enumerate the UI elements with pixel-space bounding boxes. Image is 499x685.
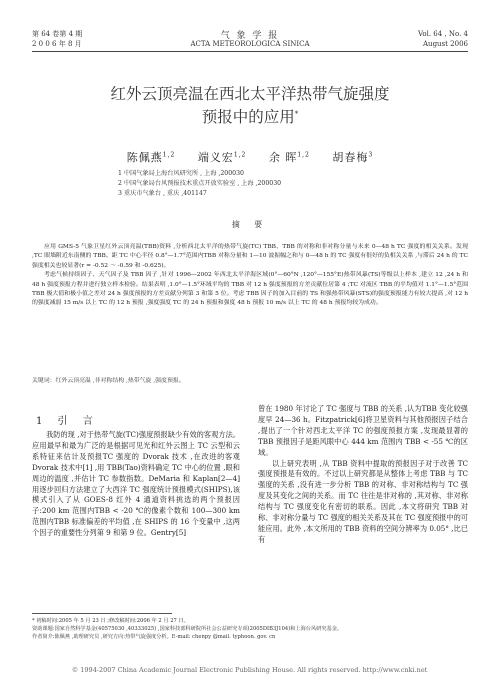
author: 余 晖$^{1,2}$ [268, 151, 310, 164]
author: 陈佩燕$^{1,2}$ [126, 151, 176, 164]
footnotes [32, 617, 468, 641]
header-volume: 第 64 卷第 4 期 [32, 30, 83, 38]
author: 端义宏$^{1,2}$ [197, 151, 247, 164]
footnote-rule [32, 613, 172, 614]
paper-title-line2 [40, 105, 460, 127]
header-volume-en: Vol. 64 , No. 4 [417, 30, 468, 38]
body-paragraph: 我防的现 ,对于热带气旋(TC)强度预报缺少有效的客观方法。应用最早和最为广泛的是根据可见光和红外云图上 TC 云型和云系特征来估计及预报TC 强度的 Dvorak 技术 ,在改进的客观 Dvorak 技术中[1] ,用 TBB(Tao)资料确定 TC 中心的位置 ,眼和周边的温度 ,并估计 TC 参数指数。DeMaria 和 Kaplan[2—4]用逐步回归方法建立了大西洋 TC 强度统计预报模式(SHIPS),该模式引入了从 GOES-8 红外 4 通道资料挑选的两个预报因子:200 km 范围内TBB < -20 ℃的像素个数和 100—300 km 范围内TBB 标准偏差的平均值 ,在 SHIPS 的 16 个变量中 ,这两个因子的重要性分列第 9 和第 9 位。Gentry[5] [32, 430, 240, 538]
abstract-body [32, 243, 468, 309]
title-footnote-mark: * [294, 110, 299, 118]
abstract-paragraph: 应用 GMS-5 气象卫星红外云顶亮温(TBB)资料 ,分析西北太平洋的热带气旋(TC) TBB、TBB 的对称和非对称分量与未来 0—48 h TC 强度的相关关系。发现 ,TC 眼墙附近东南侧的 TBB、距 TC 中心半径 0.8°—1.7°范围内TBB 对称分量和 1—10 波振幅之和与 0—48 h 的 TC 强度有很好的负相关关系 ,与滞后 24 h 的 TC 强度相关也较显著(r = -0.52 ～ -0.59 和 -0.625)。 [32, 244, 468, 269]
abstract-paragraph: 考虑气候持续因子、天气因子及 TBB 因子 ,针对 1996—2002 年西北太平洋海区域(0°—60°N ,120°—155°E)热带风暴(TS)等级以上样本 ,建立 12 ,24 h 和 48 h 强度预报方程并进行独立样本检验。结果表明 ,1.0°—1.5°环域平均的 TBB 对 12 h 强度预报的方差贡献位居第 4 ;TC 对流区 TBB 的平均值对 1.1°—1.5°范围 TBB 极大值和极小值之差对 24 h 强度预报的方差贡献分列第 3 和第 5 位。考虑 TBB 因子的加入目前的 TS 和强热带风暴(STS)的强度预报能力有较大提高 ,对 12 h 的强度减弱 15 m/s 以上 TC 的 12 h 预报 ,强度强度 TC 的 24 h 预报和强度 48 h 预报 10 m/s 以上 TC 的 48 h 预报均较为成功。 [32, 272, 468, 307]
keywords: 关键词：红外云顶亮温 ,非对称结构 ,热带气旋 ,强度预报。 [32, 378, 185, 384]
affiliation: 2 中国气象局台风预报技术重点开放实验室 , 上海 ,200030 [118, 180, 282, 187]
abstract-heading: 摘 要 [231, 220, 269, 229]
affiliation: 3 重庆市气象台 , 重庆 ,401147 [118, 190, 207, 197]
copyright-footer: © 1994-2007 China Academic Journal Electronic Publishing House. All rights reserved. http://www.cnki.net [71, 666, 428, 674]
paper-title-line1: 红外云顶亮温在西北太平洋热带气旋强度 [110, 85, 390, 103]
header-date-en: August 2006 [423, 40, 468, 48]
paper-title-text: 预报中的应用 [201, 108, 295, 127]
section-heading: 1 引 言 [36, 416, 99, 427]
affiliation: 1 中国气象局上海台风研究所 , 上海 ,200030 [118, 170, 244, 177]
header-date: 2 0 0 6 年 8 月 [32, 40, 82, 48]
footnote: 作者简介:陈佩燕 ,助理研究员 ,研究方向:热带气旋强度分析。E-mail: chenpy @mail. typhoon. gov. cn [32, 634, 276, 640]
column-left [32, 430, 240, 539]
author-list [60, 149, 440, 165]
author: 胡春梅$^3$ [332, 151, 374, 164]
body-paragraph: 以上研究表明 ,从 TBB 资料中提取的预报因子对于改善 TC 强度预报是有效的。不过以上研究都是从整体上考虑 TBB 与 TC 强度的关系 ,没有进一步分析 TBB 的对称、非对称结构与 TC 强度及其变化之间的关系。而 TC 往往是非对称的 ,其对称、非对称结构与 TC 强度变化有密切的联系。因此 ,本文将研究 TBB 对称、非对称分量与 TC 强度的相关关系及其在 TC 强度预报中的可能应用。此外 ,本文所用的 TBB 资料的空间分辨率为 0.05° ,比已有 [258, 458, 468, 544]
journal-title: 气 象 学 报 [220, 31, 280, 41]
body-paragraph: 曾在 1980 年讨论了 TC 强度与 TBB 的关系 ,认为TBB 变化较强度早 24—36 h。Fitzpatrick[6]将卫星资料与其他预报因子结合 ,提出了一个针对西北太平洋 TC 的强度预报方案 ,发现最显著的 TBB 预报因子是距风眼中心 444 km 范围内 TBB < -55 ℃的区域。 [258, 404, 468, 457]
column-right [258, 404, 468, 546]
footnote: * 初稿时间:2005 年 5 月 23 日 ;修改稿时间:2006 年 2 月 27 日。 [32, 618, 189, 624]
journal-subtitle: ACTA METEOROLOGICA SINICA [190, 40, 310, 48]
footnote: 资助课题:国家自然科学基金(40575030 ,40333025) ,国家科技部科研院所社会公益研究专项(2005DIB3J104)和上海台风研究基金。 [32, 626, 343, 632]
header-rule [32, 51, 468, 52]
